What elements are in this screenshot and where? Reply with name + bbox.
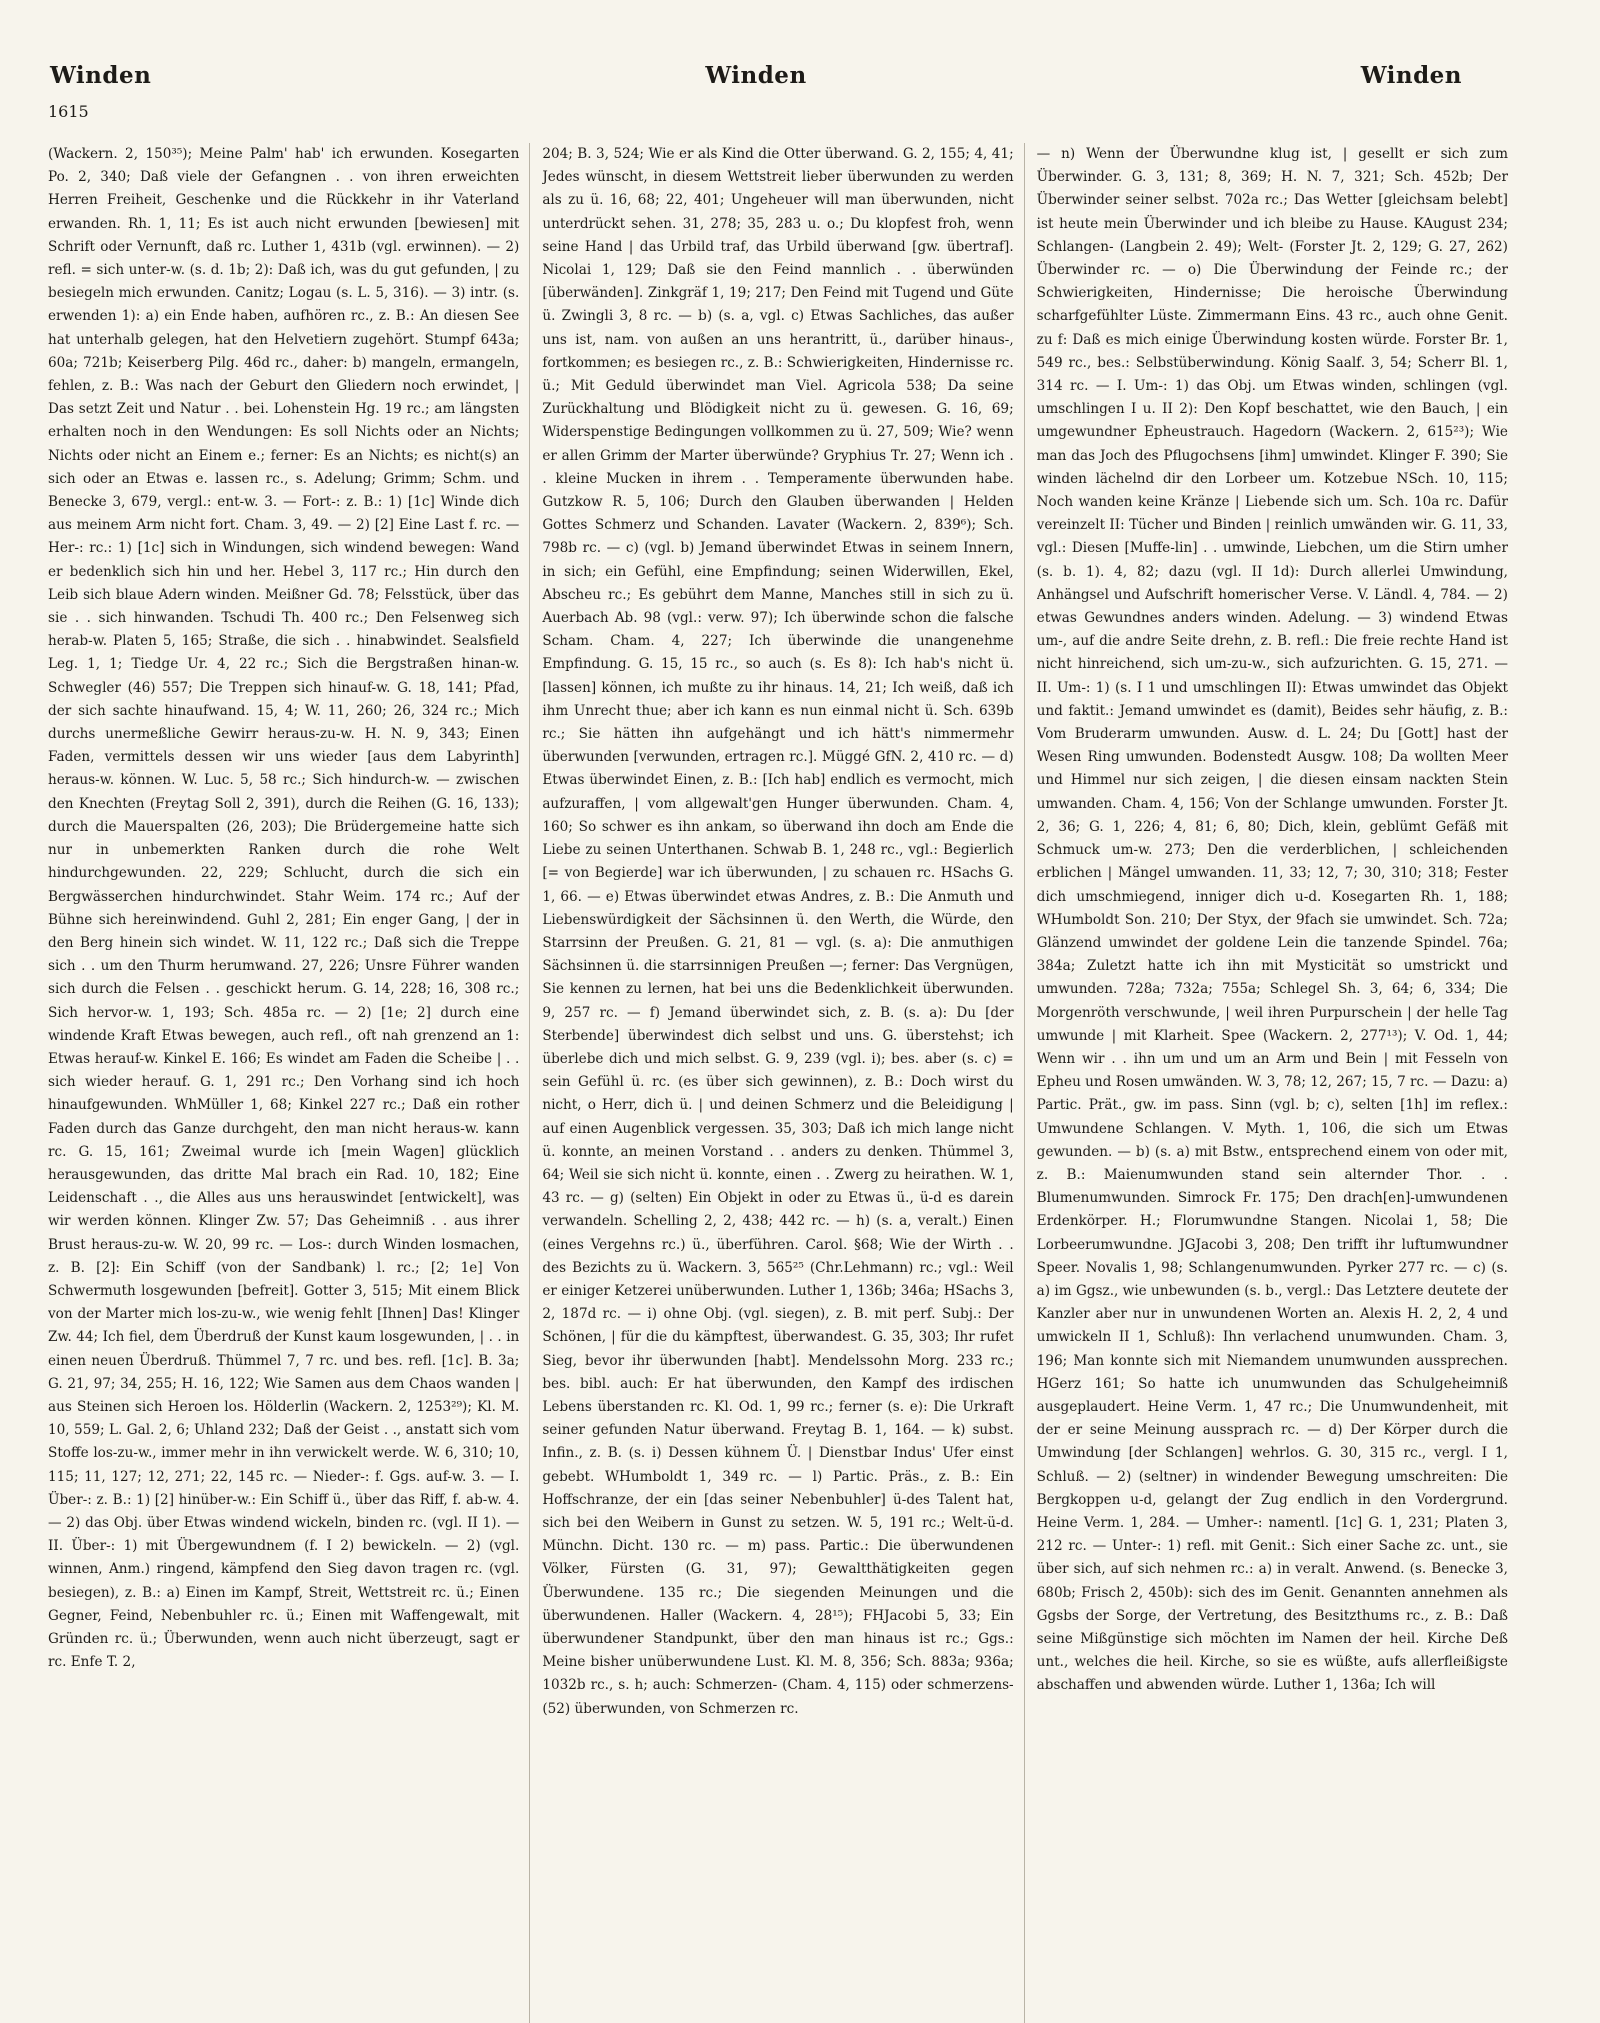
running-head-left: Winden — [50, 62, 152, 89]
running-head-right: Winden — [1360, 62, 1463, 89]
column-left — [48, 143, 530, 2023]
column-middle — [542, 143, 1024, 2023]
running-head — [48, 62, 1508, 102]
running-head-center: Winden — [705, 62, 807, 89]
text-columns — [48, 143, 1508, 2023]
column-middle-text: 204; B. 3, 524; Wie er als Kind die Otter überwand. G. 2, 155; 4, 41; Jedes wünscht, in diesem Wettstreit lieber überwunden zu werden als zu ü. 16, 68; 22, 401; Ungeheuer will man überwunden, nicht unterdrückt sehen. 31, 278; 35, 283 u. o.; Du klopfest froh, wenn seine Hand | das Urbild traf, das Urbild überwand [gw. übertraf]. Nicolai 1, 129; Daß sie den Feind mannlich . . überwünden [überwänden]. Zinkgräf 1, 19; 217; Den Feind mit Tugend und Güte ü. Zwingli 3, 8 rc. — b) (s. a, vgl. c) Etwas Sachliches, das außer uns ist, nam. von außen an uns herantritt, ü., darüber hinaus-, fortkommen; es besiegen rc., z. B.: Schwierigkeiten, Hindernisse rc. ü.; Mit Geduld überwindet man Viel. Agricola 538; Da seine Zurückhaltung und Blödigkeit nicht zu ü. gewesen. G. 16, 69; Widerspenstige Bedingungen vollkommen zu ü. 27, 509; Wie? wenn er allen Grimm der Marter überwünde? Gryphius Tr. 27; Wenn ich . . kleine Mucken in ihrem . . Temperamente überwunden habe. Gutzkow R. 5, 106; Durch den Glauben überwanden | Helden Gottes Schmerz und Schanden. Lavater (Wackern. 2, 839⁶); Sch. 798b rc. — c) (vgl. b) Jemand überwindet Etwas in seinem Innern, in sich; ein Gefühl, eine Empfindung; seinen Widerwillen, Ekel, Abscheu rc.; Es gebührt dem Manne, Manches still in sich zu ü. Auerbach Ab. 98 (vgl.: verw. 97); Ich überwinde schon die falsche Scham. Cham. 4, 227; Ich überwinde die unangenehme Empfindung. G. 15, 15 rc., so auch (s. Es 8): Ich hab's nicht ü. [lassen] können, ich mußte zu ihr hinaus. 14, 21; Ich weiß, daß ich ihm Unrecht thue; aber ich kann es nun einmal nicht ü. Sch. 639b rc.; Sie hätten ihn aufgehängt und ich hätt's nimmermehr überwunden [verwunden, ertragen rc.]. Müggé GfN. 2, 410 rc. — d) Etwas überwindet Einen, z. B.: [Ich hab] endlich es vermocht, mich aufzuraffen, | vom allgewalt'gen Hunger überwunden. Cham. 4, 160; So schwer es ihn ankam, so überwand ihn doch am Ende die Liebe zu seinen Unterthanen. Schwab B. 1, 248 rc., vgl.: Begierlich [= von Begierde] war ich überwunden, | zu schauen rc. HSachs G. 1, 66. — e) Etwas überwindet etwas Andres, z. B.: Die Anmuth und Liebenswürdigkeit der Sächsinnen ü. den Werth, die Würde, den Starrsinn der Preußen. G. 21, 81 — vgl. (s. a): Die anmuthigen Sächsinnen ü. die starrsinnigen Preußen —; ferner: Das Vergnügen, Sie kennen zu lernen, hat bei uns die Bedenklichkeit überwunden. 9, 257 rc. — f) Jemand überwindet sich, z. B. (s. a): Du [der Sterbende] überwindest dich selbst und uns. G. überstehst; ich überlebe dich und mich selbst. G. 9, 239 (vgl. i); bes. aber (s. c) = sein Gefühl ü. rc. (es über sich gewinnen), z. B.: Doch wirst du nicht, o Herr, dich ü. | und deinen Schmerz und die Beleidigung | auf einen Augenblick vergessen. 35, 303; Daß ich mich lange nicht ü. konnte, an meinen Vorstand . . anders zu denken. Thümmel 3, 64; Weil sie sich nicht ü. konnte, einen . . Zwerg zu heirathen. W. 1, 43 rc. — g) (selten) Ein Objekt in oder zu Etwas ü., ü-d es darein verwandeln. Schelling 2, 2, 438; 442 rc. — h) (s. a, veralt.) Einen (eines Vergehns rc.) ü., überführen. Carol. §68; Wie der Wirth . . des Bezichts zu ü. Wackern. 3, 565²⁵ (Chr.Lehmann) rc.; vgl.: Weil er einiger Ketzerei unüberwunden. Luther 1, 136b; 346a; HSachs 3, 2, 187d rc. — i) ohne Obj. (vgl. siegen), z. B. mit perf. Subj.: Der Schönen, | für die du kämpftest, überwandest. G. 35, 303; Ihr rufet Sieg, bevor ihr überwunden [habt]. Mendelssohn Morg. 233 rc.; bes. bibl. auch: Er hat überwunden, den Kampf des irdischen Lebens überstanden rc. Kl. Od. 1, 99 rc.; ferner (s. e): Die Urkraft seiner gefunden Natur überwand. Freytag B. 1, 164. — k) subst. Infin., z. B. (s. i) Dessen kühnem Ü. | Dienstbar Indus' Ufer einst gebebt. WHumboldt 1, 349 rc. — l) Partic. Präs., z. B.: Ein Hoffschranze, der ein [das seiner Nebenbuhler] ü-des Talent hat, sich bei den Weibern in Gunst zu setzen. W. 5, 191 rc.; Welt-ü-d. Münchn. Dicht. 130 rc. — m) pass. Partic.: Die überwundenen Völker, Fürsten (G. 31, 97); Gewaltthätigkeiten gegen Überwundene. 135 rc.; Die siegenden Meinungen und die überwundenen. Haller (Wackern. 4, 28¹⁵); FHJacobi 5, 33; Ein überwundener Standpunkt, über den man hinaus ist rc.; Ggs.: Meine bisher unüberwundene Lust. Kl. M. 8, 356; Sch. 883a; 936a; 1032b rc., s. h; auch: Schmerzen- (Cham. 4, 115) oder schmerzens- (52) überwunden, von Schmerzen rc. — [542, 146, 1014, 1717]
column-right-text: — n) Wenn der Überwundne klug ist, | gesellt er sich zum Überwinder. G. 3, 131; 8, 369; H. N. 7, 321; Sch. 452b; Der Überwinder seiner selbst. 702a rc.; Das Wetter [gleichsam belebt] ist heute mein Überwinder und ich bleibe zu Hause. KAugust 234; Schlangen- (Langbein 2. 49); Welt- (Forster Jt. 2, 129; G. 27, 262) Überwinder rc. — o) Die Überwindung der Feinde rc.; der Schwierigkeiten, Hindernisse; Die heroische Überwindung scharfgefühlter Lüste. Zimmermann Eins. 43 rc., auch ohne Genit. zu f: Daß es mich einige Überwindung kosten würde. Forster Br. 1, 549 rc., bes.: Selbstüberwindung. König Saalf. 3, 54; Scherr Bl. 1, 314 rc. — I. Um-: 1) das Obj. um Etwas winden, schlingen (vgl. umschlingen I u. II 2): Den Kopf beschattet, wie den Bauch, | ein umgewundner Epheustrauch. Hagedorn (Wackern. 2, 615²³); Wie man das Joch des Pflugochsens [ihm] umwindet. Klinger F. 390; Sie winden lächelnd dir den Lorbeer um. Kotzebue NSch. 10, 115; Noch wanden keine Kränze | Liebende sich um. Sch. 10a rc. Dafür vereinzelt II: Tücher und Binden | reinlich umwänden wir. G. 11, 33, vgl.: Diesen [Muffe-lin] . . umwinde, Liebchen, um die Stirn umher (s. b. 1). 4, 82; dazu (vgl. II 1d): Durch allerlei Umwindung, Anhängsel und Aufschrift homerischer Verse. V. Ländl. 4, 784. — 2) etwas Gewundnes anders winden. Adelung. — 3) windend Etwas um-, auf die andre Seite drehn, z. B. refl.: Die freie rechte Hand ist nicht hinreichend, sich um-zu-w., sich aufzurichten. G. 15, 271. — II. Um-: 1) (s. I 1 und umschlingen II): Etwas umwindet das Objekt und faktit.: Jemand umwindet es (damit), Beides sehr häufig, z. B.: Vom Bruderarm umwunden. Ausw. d. L. 24; Du [Gott] hast der Wesen Ring umwunden. Bodenstedt Ausgw. 108; Da wollten Meer und Himmel nur sich zeigen, | die diesen einsam nackten Stein umwanden. Cham. 4, 156; Von der Schlange umwunden. Forster Jt. 2, 36; G. 1, 226; 4, 81; 6, 80; Dich, klein, geblümt Gefäß mit Schmuck um-w. 273; Den die verderblichen, | schleichenden erblichen | Mängel umwanden. 11, 33; 12, 7; 30, 310; 318; Fester dich umschmiegend, inniger dich u-d. Kosegarten Rh. 1, 188; WHumboldt Son. 210; Der Styx, der 9fach sie umwindet. Sch. 72a; Glänzend umwindet der goldene Lein die tanzende Spindel. 76a; 384a; Zuletzt hatte ich ihn mit Mysticität so umstrickt und umwunden. 728a; 732a; 755a; Schlegel Sh. 3, 64; 6, 334; Die Morgenröth verschwunde, | weil ihren Purpurschein | der helle Tag umwunde | mit Klarheit. Spee (Wackern. 2, 277¹³); V. Od. 1, 44; Wenn wir . . ihn um und um an Arm und Bein | mit Fesseln von Epheu und Rosen umwänden. W. 3, 78; 12, 267; 15, 7 rc. — Dazu: a) Partic. Prät., gw. im pass. Sinn (vgl. b; c), selten [1h] im reflex.: Umwundene Schlangen. V. Myth. 1, 106, die sich um Etwas gewunden. — b) (s. a) mit Bstw., entsprechend einem von oder mit, z. B.: Maienumwunden stand sein alternder Thor. . . Blumenumwunden. Simrock Fr. 175; Den drach[en]-umwundenen Erdenkörper. H.; Florumwundne Stangen. Nicolai 1, 58; Die Lorbeerumwundne. JGJacobi 3, 208; Den trifft ihr luftumwundner Speer. Novalis 1, 98; Schlangenumwunden. Pyrker 277 rc. — c) (s. a) im Ggsz., wie unbewunden (s. b., vergl.: Das Letztere deutete der Kanzler aber nur in unwundenen Worten an. Alexis H. 2, 2, 4 und umwickeln II 1, Schluß): Ihn verlachend unumwunden. Cham. 3, 196; Man konnte sich mit Niemandem unumwunden aussprechen. HGerz 161; So hatte ich unumwunden das Schulgeheimniß ausgeplaudert. Heine Verm. 1, 47 rc.; Die Unumwundenheit, mit der er seine Meinung aussprach rc. — d) Der Körper durch die Umwindung [der Schlangen] wehrlos. G. 30, 315 rc., vergl. I 1, Schluß. — 2) (seltner) in windender Bewegung umschreiten: Die Bergkoppen u-d, gelangt der Zug endlich in den Vordergrund. Heine Verm. 1, 284. — Umher-: namentl. [1c] G. 1, 231; Platen 3, 212 rc. — Unter-: 1) refl. mit Genit.: Sich einer Sache zc. unt., sie über sich, auf sich nehmen rc.: a) in veralt. Anwend. (s. Benecke 3, 680b; Frisch 2, 450b): sich des im Genit. Genannten annehmen als Ggsbs der Sorge, der Vertretung, des Besitzthums rc., z. B.: Daß seine Mißgünstige sich möchten im Namen der heil. Kirche Deß unt., welches die heil. Kirche, so sie es wüßte, aufs allerfleißigste abschaffen und abwenden würde. Luther 1, 136a; Ich will — [1036, 146, 1508, 1694]
column-left-text: (Wackern. 2, 150³⁵); Meine Palm' hab' ich erwunden. Kosegarten Po. 2, 340; Daß viele der Gefangnen . . von ihren erweichten Herren Freiheit, Geschenke und die Rückkehr in ihr Vaterland erwanden. Rh. 1, 11; Es ist auch nicht erwunden [bewiesen] mit Schrift oder Vernunft, daß rc. Luther 1, 431b (vgl. erwinnen). — 2) refl. = sich unter-w. (s. d. 1b; 2): Daß ich, was du gut gefunden, | zu besiegeln mich erwunden. Canitz; Logau (s. L. 5, 316). — 3) intr. (s. erwenden 1): a) ein Ende haben, aufhören rc., z. B.: An diesen See hat unterhalb gelegen, hat den Helvetiern zugehört. Stumpf 643a; 60a; 721b; Keiserberg Pilg. 46d rc., daher: b) mangeln, ermangeln, fehlen, z. B.: Was nach der Geburt den Gliedern noch erwindet, | Das setzt Zeit und Natur . . bei. Lohenstein Hg. 19 rc.; am längsten erhalten noch in den Wendungen: Es soll Nichts oder an Nichts; Nichts oder nicht an Einem e.; ferner: Es an Nichts; es nicht(s) an sich oder an Etwas e. lassen rc., s. Adelung; Grimm; Schm. und Benecke 3, 679, vergl.: ent-w. 3. — Fort-: z. B.: 1) [1c] Winde dich aus meinem Arm nicht fort. Cham. 3, 49. — 2) [2] Eine Last f. rc. — Her-: rc.: 1) [1c] sich in Windungen, sich windend bewegen: Wand er bedenklich sich hin und her. Hebel 3, 117 rc.; Hin durch den Leib sich blaue Adern winden. Meißner Gd. 78; Felsstück, über das sie . . sich hinwanden. Tschudi Th. 400 rc.; Den Felsenweg sich herab-w. Platen 5, 165; Straße, die sich . . hinabwindet. Sealsfield Leg. 1, 1; Tiedge Ur. 4, 22 rc.; Sich die Bergstraßen hinan-w. Schwegler (46) 557; Die Treppen sich hinauf-w. G. 18, 141; Pfad, der sich sachte hinaufwand. 15, 4; W. 11, 260; 26, 324 rc.; Mich durchs unermeßliche Gewirr heraus-zu-w. H. N. 9, 343; Einen Faden, vermittels dessen wir uns wieder [aus dem Labyrinth] heraus-w. können. W. Luc. 5, 58 rc.; Sich hindurch-w. — zwischen den Knechten (Freytag Soll 2, 391), durch die Reihen (G. 16, 133); durch die Mauerspalten (26, 203); Die Brüdergemeine hatte sich nur in unbemerkten Ranken durch die rohe Welt hindurchgewunden. 22, 229; Schlucht, durch die sich ein Bergwässerchen hindurchwindet. Stahr Weim. 174 rc.; Auf der Bühne sich hereinwindend. Guhl 2, 281; Ein enger Gang, | der in den Berg hinein sich windet. W. 11, 122 rc.; Daß sich die Treppe sich . . um den Thurm herumwand. 27, 226; Unsre Führer wanden sich durch die Felsen . . geschickt herum. G. 14, 228; 16, 308 rc.; Sich hervor-w. 1, 193; Sch. 485a rc. — 2) [1e; 2] durch eine windende Kraft Etwas bewegen, auch refl., oft nah grenzend an 1: Etwas herauf-w. Kinkel E. 166; Es windet am Faden die Scheibe | . . sich wieder herauf. G. 1, 291 rc.; Den Vorhang sind ich hoch hinaufgewunden. WhMüller 1, 68; Kinkel 227 rc.; Daß ein rother Faden durch das Ganze durchgeht, den man nicht heraus-w. kann rc. G. 15, 161; Zweimal wurde ich [mein Wagen] glücklich herausgewunden, das dritte Mal brach ein Rad. 10, 182; Eine Leidenschaft . ., die Alles aus uns herauswindet [entwickelt], was wir werden können. Klinger Zw. 57; Das Geheimniß . . aus ihrer Brust heraus-zu-w. W. 20, 99 rc. — Los-: durch Winden losmachen, z. B. [2]: Ein Schiff (von der Sandbank) l. rc.; [2; 1e] Von Schwermuth losgewunden [befreit]. Gotter 3, 515; Mit einem Blick von der Marter mich los-zu-w., wie wenig fehlt [Ihnen] Das! Klinger Zw. 44; Ich fiel, dem Überdruß der Kunst kaum losgewunden, | . . in einen neuen Überdruß. Thümmel 7, 7 rc. und bes. refl. [1c]. B. 3a; G. 21, 97; 34, 255; H. 16, 122; Wie Samen aus dem Chaos wanden | aus Steinen sich Heroen los. Hölderlin (Wackern. 2, 1253²⁹); Kl. M. 10, 559; L. Gal. 2, 6; Uhland 232; Daß der Geist . ., anstatt sich vom Stoffe los-zu-w., immer mehr in ihn verwickelt werde. W. 6, 310; 10, 115; 11, 127; 12, 271; 22, 145 rc. — Nieder-: f. Ggs. auf-w. 3. — I. Über-: z. B.: 1) [2] hinüber-w.: Ein Schiff ü., über das Riff, f. ab-w. 4. — 2) das Obj. über Etwas windend wickeln, binden rc. (vgl. II 1). — II. Über-: 1) mit Übergewundnem (f. I 2) bewickeln. — 2) (vgl. winnen, Anm.) ringend, kämpfend den Sieg davon tragen rc. (vgl. besiegen), z. B.: a) Einen im Kampf, Streit, Wettstreit rc. ü.; Einen Gegner, Feind, Nebenbuhler rc. ü.; Einen mit Waffengewalt, mit Gründen rc. ü.; Überwunden, wenn auch nicht überzeugt, sagt er rc. Enfe T. 2, — [48, 146, 520, 1671]
column-right — [1037, 143, 1508, 2023]
page-number: 1615 — [48, 102, 89, 121]
